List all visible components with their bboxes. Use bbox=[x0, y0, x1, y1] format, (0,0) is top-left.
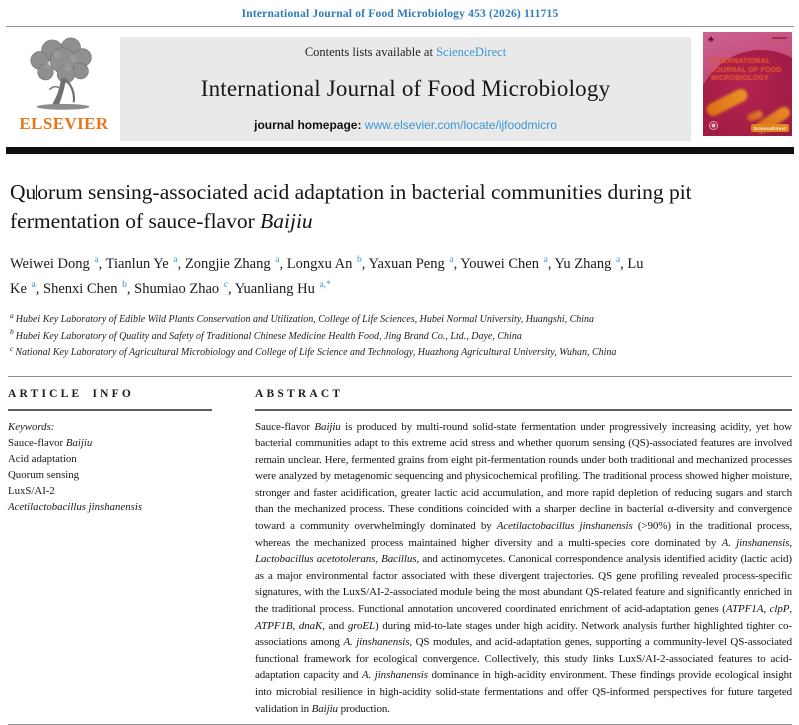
contents-list-line bbox=[124, 45, 687, 60]
affiliation-item: $^c$ National Key Laboratory of Agricultural Microbiology and College of Life Science and Technology, Huazhong Agricultural University, Wuhan, China bbox=[10, 343, 617, 358]
cover-issn-smudge bbox=[772, 37, 787, 39]
abstract-column bbox=[255, 388, 792, 718]
article-info-column bbox=[8, 388, 212, 718]
journal-homepage-link[interactable]: www.elsevier.com/locate/ijfoodmicro bbox=[364, 118, 557, 132]
article-info-heading: ARTICLE INFO bbox=[8, 387, 135, 400]
journal-title: International Journal of Food Microbiology bbox=[200, 76, 611, 101]
affiliation-item: $^a$ Hubei Key Laboratory of Edible Wild Plants Conservation and Utilization, College of Life Sciences, Hubei Normal University, Huangshi, China bbox=[10, 310, 595, 325]
journal-cover-thumbnail bbox=[703, 32, 792, 136]
keyword-item: LuxS/AI-2 bbox=[8, 484, 55, 497]
cover-title bbox=[711, 58, 782, 84]
abstract-rule bbox=[255, 409, 792, 411]
article-info-rule bbox=[8, 409, 212, 411]
cover-elsevier-mark-icon: ♣ bbox=[708, 34, 714, 44]
elsevier-tree-icon bbox=[20, 35, 108, 119]
affiliations bbox=[10, 312, 792, 362]
running-head-citation[interactable]: International Journal of Food Microbiology 453 (2026) 111715 bbox=[241, 8, 559, 20]
journal-header-box bbox=[120, 37, 691, 141]
contents-list-prefix: Contents lists available at bbox=[304, 45, 437, 59]
journal-banner bbox=[8, 32, 792, 141]
elsevier-logo bbox=[8, 32, 120, 134]
journal-homepage-line bbox=[124, 118, 687, 132]
cover-sciencedirect-badge: ScienceDirect bbox=[751, 124, 789, 132]
author-list: Weiwei Dong $^a$, Tianlun Ye $^a$, Zongjie Zhang $^a$, Longxu An $^b$, Yaxuan Peng $^a$, Youwei Chen $^a$, Yu Zhang $^a$, Lu Ke $^a$, Shenxi Chen $^b$, Shumiao Zhao $^c$, Yuanliang Hu $^{a,*}$ bbox=[10, 255, 644, 297]
cover-seal-icon bbox=[709, 121, 718, 130]
cover-title-line: JOURNAL OF FOOD bbox=[711, 66, 782, 74]
top-rule bbox=[6, 26, 794, 27]
elsevier-wordmark: ELSEVIER bbox=[19, 114, 109, 133]
abstract-heading: ABSTRACT bbox=[255, 387, 344, 400]
abstract-text: Sauce-flavor Baijiu is produced by multi-round solid-state fermentation under progressively increasing acidity, yet how bacterial communities adapt to this extreme acid stress and whether quorum sensing (QS)-associated features are involved remain unclear. Here, fermented grains from eight pit-fermentation rounds under both traditional and mechanized processes were analyzed by metagenomic sequencing and physicochemical profiling. The traditional process showed higher moisture, stronger and faster acidification, greater lactic acid accumulation, and more rapid depletion of reducing sugars and starch than the mechanized process. These conditions coincided with a sharper decline in bacterial α-diversity and convergence toward a community overwhelmingly dominated by Acetilactobacillus jinshanensis (>90%) in the traditional process, whereas the mechanized process maintained higher diversity and a multi-species core dominated by A. jinshanensis, Lactobacillus acetotolerans, Bacillus, and actinomycetes. Canonical correspondence analysis identified acidity (lactic acid) as a major environmental factor associated with these divergent trajectories. QS gene profiling revealed process-specific signatures, with the LuxS/AI-2-associated module being the most abundant QS-related feature and significantly enriched in the traditional process. Functional annotation uncovered coordinated enrichment of acid-adaptation genes (ATPF1A, clpP, ATPF1B, dnaK, and groEL) during mid-to-late stages under high acidity. Network analysis further highlighted tighter co-associations among A. jinshanensis, QS modules, and acid-adaptation genes, supporting a community-level QS-associated functional framework for ecological convergence. Collectively, this study links LuxS/AI-2-associated features to acid-adaptation capacity and A. jinshanensis dominance in high-acidity environment. These findings provide ecological insight into microbial resilience in high-acidity solid-state fermentations and offer QS-informed perspectives for future targeted validation in Baijiu production. bbox=[255, 420, 792, 715]
keyword-item: Acetilactobacillus jinshanensis bbox=[8, 500, 143, 513]
header-divider-bar bbox=[6, 147, 794, 154]
keyword-item: Quorum sensing bbox=[8, 468, 80, 481]
affiliation-divider bbox=[8, 376, 792, 377]
cover-title-line: INTERNATIONAL bbox=[711, 58, 771, 65]
cover-title-line: MICROBIOLOGY bbox=[711, 75, 770, 83]
affiliation-item: $^b$ Hubei Key Laboratory of Quality and Safety of Traditional Chinese Medicine Health Food, Jing Brand Co., Ltd., Daye, China bbox=[10, 327, 522, 342]
article-title: Quorum sensing-associated acid adaptation in bacterial communities during pit fermentation of sauce-flavor Baijiu bbox=[10, 180, 692, 233]
keyword-item: Acid adaptation bbox=[8, 452, 77, 465]
keywords-block bbox=[8, 419, 212, 515]
keyword-item: Sauce-flavor Baijiu bbox=[8, 436, 93, 449]
journal-homepage-label: journal homepage: bbox=[254, 118, 365, 132]
keywords-label: Keywords: bbox=[8, 420, 55, 433]
info-abstract-columns bbox=[8, 388, 792, 718]
sciencedirect-link[interactable]: ScienceDirect bbox=[436, 45, 507, 59]
